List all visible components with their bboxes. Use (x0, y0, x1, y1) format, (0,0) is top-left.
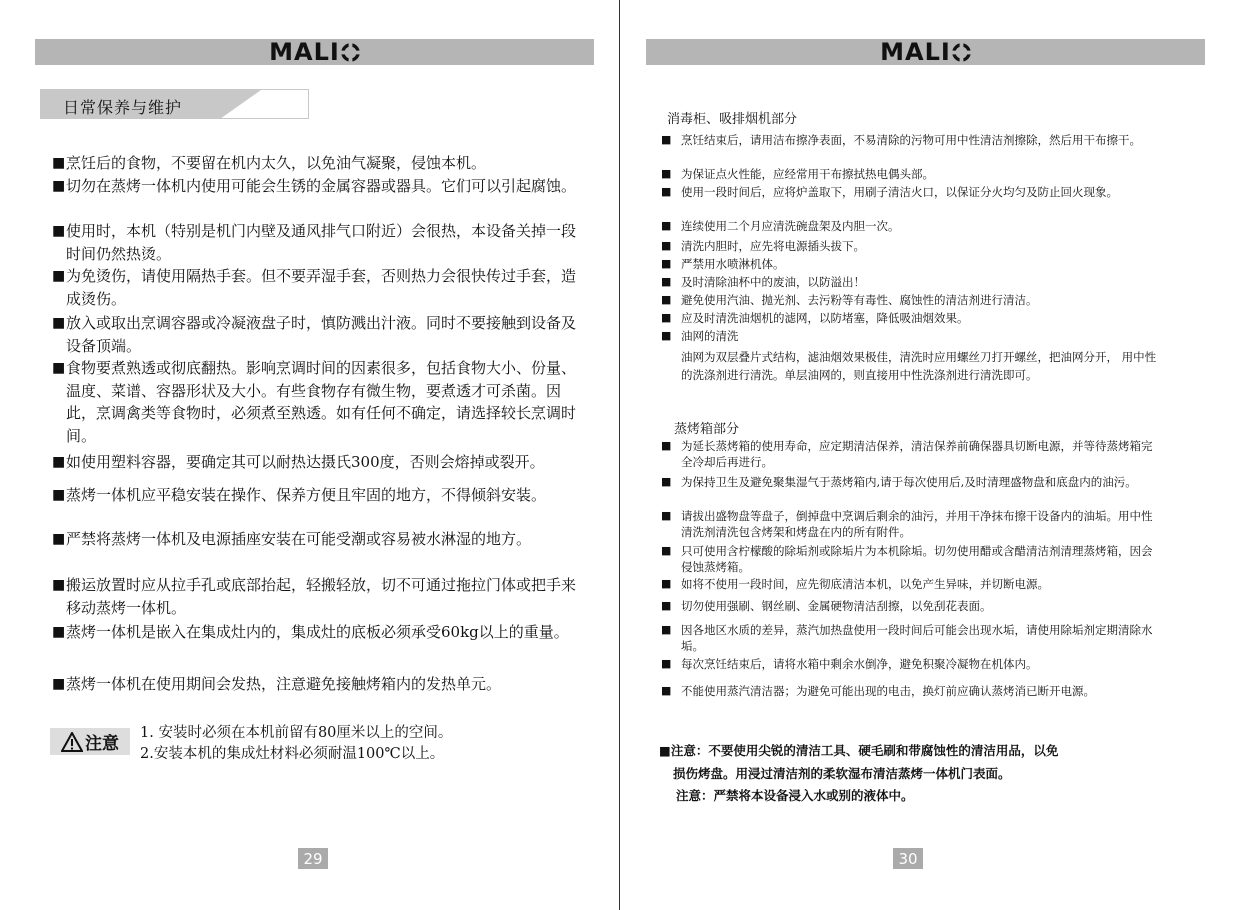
bullet-item (661, 683, 1161, 699)
bullet-square-icon: ■ (52, 454, 66, 470)
bullet-text: 请拔出盛物盘等盘子，倒掉盘中烹调后剩余的油污，并用干净抹布擦干设备内的油垢。用中性清洗剂清洗包含烤架和烤盘在内的所有附件。 (681, 509, 1153, 539)
bullet-square-icon: ■ (52, 577, 66, 593)
bullet-text: 如将不使用一段时间，应先彻底清洁本机，以免产生异味，并切断电源。 (681, 577, 1049, 591)
section-tab (40, 89, 309, 119)
bullet-square-icon: ■ (52, 178, 66, 194)
warning-line-1: ■注意：不要使用尖锐的清洁工具、硬毛刷和带腐蚀性的清洁用品，以免 (659, 743, 1059, 758)
bullet-text: 蒸烤一体机在使用期间会发热，注意避免接触烤箱内的发热单元。 (66, 675, 502, 693)
bullet-item (52, 265, 584, 310)
note-label: 注意 (85, 734, 119, 754)
bullet-square-icon: ■ (661, 509, 672, 522)
bullet-square-icon: ■ (661, 239, 672, 252)
bullet-item (661, 184, 1166, 200)
bullet-square-icon: ■ (52, 268, 66, 284)
bullet-item (661, 166, 1166, 182)
bullet-square-icon: ■ (52, 360, 66, 376)
bullet-square-icon: ■ (661, 623, 672, 636)
bullet-text: 放入或取出烹调容器或冷凝液盘子时，慎防溅出汁液。同时不要接触到设备及设备顶端。 (66, 314, 577, 355)
bullet-item (52, 574, 584, 619)
bullet-item (52, 451, 584, 474)
bullet-item (661, 310, 1166, 326)
bullet-square-icon: ■ (661, 167, 672, 180)
bullet-square-icon: ■ (661, 439, 672, 452)
note-label-box (50, 728, 130, 755)
bullet-item (52, 152, 584, 175)
bullet-text: 为保持卫生及避免聚集湿气于蒸烤箱内,请于每次使用后,及时清理盛物盘和底盘内的油污。 (681, 475, 1137, 489)
bullet-item (52, 528, 584, 551)
bullet-text: 只可使用含柠檬酸的除垢剂或除垢片为本机除垢。切勿使用醋或含醋清洁剂清理蒸烤箱，因会侵蚀蒸烤箱。 (681, 544, 1153, 574)
bullet-item (661, 656, 1161, 672)
page-number-left: 29 (298, 848, 328, 869)
bullet-item (661, 438, 1161, 470)
bullet-square-icon: ■ (661, 329, 672, 342)
warning-triangle-icon (61, 732, 83, 752)
bullet-item (661, 238, 1166, 254)
page-number-right: 30 (893, 848, 923, 869)
malio-o-logo-icon (952, 43, 971, 62)
bullet-item (52, 621, 584, 644)
bullet-item (661, 576, 1161, 592)
bullet-item (661, 292, 1166, 308)
subheading-disinfection: 消毒柜、吸排烟机部分 (667, 112, 798, 127)
section-title: 日常保养与维护 (63, 98, 183, 117)
bullet-square-icon: ■ (661, 544, 672, 557)
bullet-text: 烹饪结束后，请用洁布擦净表面，不易清除的污物可用中性清洁剂擦除，然后用干布擦干。 (681, 133, 1141, 147)
bullet-square-icon: ■ (661, 684, 672, 697)
note-line: 2.安装本机的集成灶材料必须耐温100℃以上。 (140, 746, 445, 762)
subheading-steam-oven: 蒸烤箱部分 (674, 422, 740, 437)
bullet-item (52, 484, 584, 507)
bullet-text: 清洗内胆时，应先将电源插头拔下。 (681, 239, 865, 253)
bullet-item (661, 218, 1166, 234)
bullet-item (661, 256, 1166, 272)
bullet-item (661, 598, 1161, 614)
bullet-text: 使用一段时间后，应将炉盖取下，用刷子清洁火口，以保证分火均匀及防止回火现象。 (681, 185, 1118, 199)
page-divider (619, 0, 620, 910)
bullet-text: 切勿使用强刷、钢丝刷、金属硬物清洁刮擦，以免刮花表面。 (681, 599, 992, 613)
bullet-item (52, 220, 584, 265)
bullet-item (661, 274, 1166, 290)
bullet-text: 为免烫伤，请使用隔热手套。但不要弄湿手套，否则热力会很快传过手套，造成烫伤。 (66, 267, 577, 308)
bullet-item (661, 622, 1161, 654)
bullet-text: 使用时，本机（特别是机门内壁及通风排气口附近）会很热，本设备关掉一段时间仍然热烫。 (66, 222, 577, 263)
warning-line-1b: 损伤烤盘。用浸过清洁剂的柔软湿布清洁蒸烤一体机门表面。 (673, 766, 1011, 781)
bullet-square-icon: ■ (52, 624, 66, 640)
bullet-text: 避免使用汽油、抛光剂、去污粉等有毒性、腐蚀性的清洁剂进行清洁。 (681, 293, 1038, 307)
bullet-text: 及时清除油杯中的废油，以防溢出！ (681, 275, 865, 289)
malio-o-logo-icon (341, 43, 360, 62)
brand-logo: MALI (269, 38, 360, 66)
bullet-text: 连续使用二个月应清洗碗盘架及内胆一次。 (681, 219, 900, 233)
note-line: 1. 安装时必须在本机前留有80厘米以上的空间。 (140, 725, 453, 741)
bullet-text: 蒸烤一体机是嵌入在集成灶内的，集成灶的底板必须承受60kg以上的重量。 (66, 623, 569, 641)
bullet-text: 搬运放置时应从拉手孔或底部抬起，轻搬轻放，切不可通过拖拉门体或把手来移动蒸烤一体机。 (66, 576, 577, 617)
bullet-text: 不能使用蒸汽清洁器；为避免可能出现的电击，换灯前应确认蒸烤消已断开电源。 (681, 684, 1095, 698)
note-lines (140, 723, 452, 765)
bullet-square-icon: ■ (52, 487, 66, 503)
bullet-square-icon: ■ (661, 657, 672, 670)
bullet-square-icon: ■ (52, 223, 66, 239)
bullet-item (661, 474, 1161, 490)
bullet-square-icon: ■ (661, 475, 672, 488)
bullet-text: 应及时清洗油烟机的滤网，以防堵塞，降低吸油烟效果。 (681, 311, 969, 325)
bullet-text: 每次烹饪结束后，请将水箱中剩余水倒净，避免积聚冷凝物在机体内。 (681, 657, 1038, 671)
bullet-text: 如使用塑料容器，要确定其可以耐热达摄氏300度，否则会熔掉或裂开。 (66, 453, 545, 471)
bullet-text: 油网的清洗 (681, 329, 739, 343)
bullet-square-icon: ■ (52, 676, 66, 692)
bullet-square-icon: ■ (661, 311, 672, 324)
bullet-item (661, 328, 1166, 344)
bullet-text: 因各地区水质的差异，蒸汽加热盘使用一段时间后可能会出现水垢，请使用除垢剂定期清除水垢。 (681, 623, 1153, 653)
bullet-item (52, 357, 584, 447)
brand-logo: MALI (880, 38, 971, 66)
bullet-square-icon: ■ (661, 275, 672, 288)
bullet-item (52, 175, 584, 198)
bullet-square-icon: ■ (661, 599, 672, 612)
warning-line-2: 注意：严禁将本设备浸入水或别的液体中。 (676, 788, 914, 803)
bullet-square-icon: ■ (661, 185, 672, 198)
bullet-item (52, 673, 584, 696)
bullet-text: 切勿在蒸烤一体机内使用可能会生锈的金属容器或器具。它们可以引起腐蚀。 (66, 177, 577, 195)
bullet-square-icon: ■ (52, 315, 66, 331)
bullet-square-icon: ■ (661, 133, 672, 146)
bullet-square-icon: ■ (661, 219, 672, 232)
bullet-square-icon: ■ (661, 257, 672, 270)
oil-net-paragraph: 油网为双层叠片式结构，滤油烟效果极佳，清洗时应用螺丝刀打开螺丝，把油网分开， 用中性的洗涤剂进行清洗。单层油网的，则直接用中性洗涤剂进行清洗即可。 (681, 350, 1157, 382)
bullet-square-icon: ■ (661, 293, 672, 306)
bullet-text: 为保证点火性能，应经常用干布擦拭热电偶头部。 (681, 167, 934, 181)
bullet-text: 严禁用水喷淋机体。 (681, 257, 785, 271)
bullet-text: 蒸烤一体机应平稳安装在操作、保养方便且牢固的地方，不得倾斜安装。 (66, 486, 547, 504)
bullet-square-icon: ■ (661, 577, 672, 590)
bullet-square-icon: ■ (52, 155, 66, 171)
bullet-item (661, 543, 1161, 575)
bullet-item (661, 508, 1161, 540)
brand-header-right (646, 39, 1205, 65)
bullet-item (661, 132, 1166, 148)
bullet-square-icon: ■ (52, 531, 66, 547)
bullet-text: 严禁将蒸烤一体机及电源插座安装在可能受潮或容易被水淋湿的地方。 (66, 530, 532, 548)
bullet-text: 烹饪后的食物，不要留在机内太久，以免油气凝聚，侵蚀本机。 (66, 154, 487, 172)
brand-header-left (35, 39, 594, 65)
bullet-item (52, 312, 584, 357)
bullet-text: 食物要煮熟透或彻底翻热。影响烹调时间的因素很多，包括食物大小、份量、温度、菜谱、容器形状及大小。有些食物存有微生物，要煮透才可杀菌。因此，烹调禽类等食物时，必须煮至熟透。如有任何不确定，请选择较长烹调时间。 (66, 359, 577, 445)
bullet-text: 为延长蒸烤箱的使用寿命，应定期清洁保养，清洁保养前确保器具切断电源，并等待蒸烤箱完全冷却后再进行。 (681, 439, 1153, 469)
